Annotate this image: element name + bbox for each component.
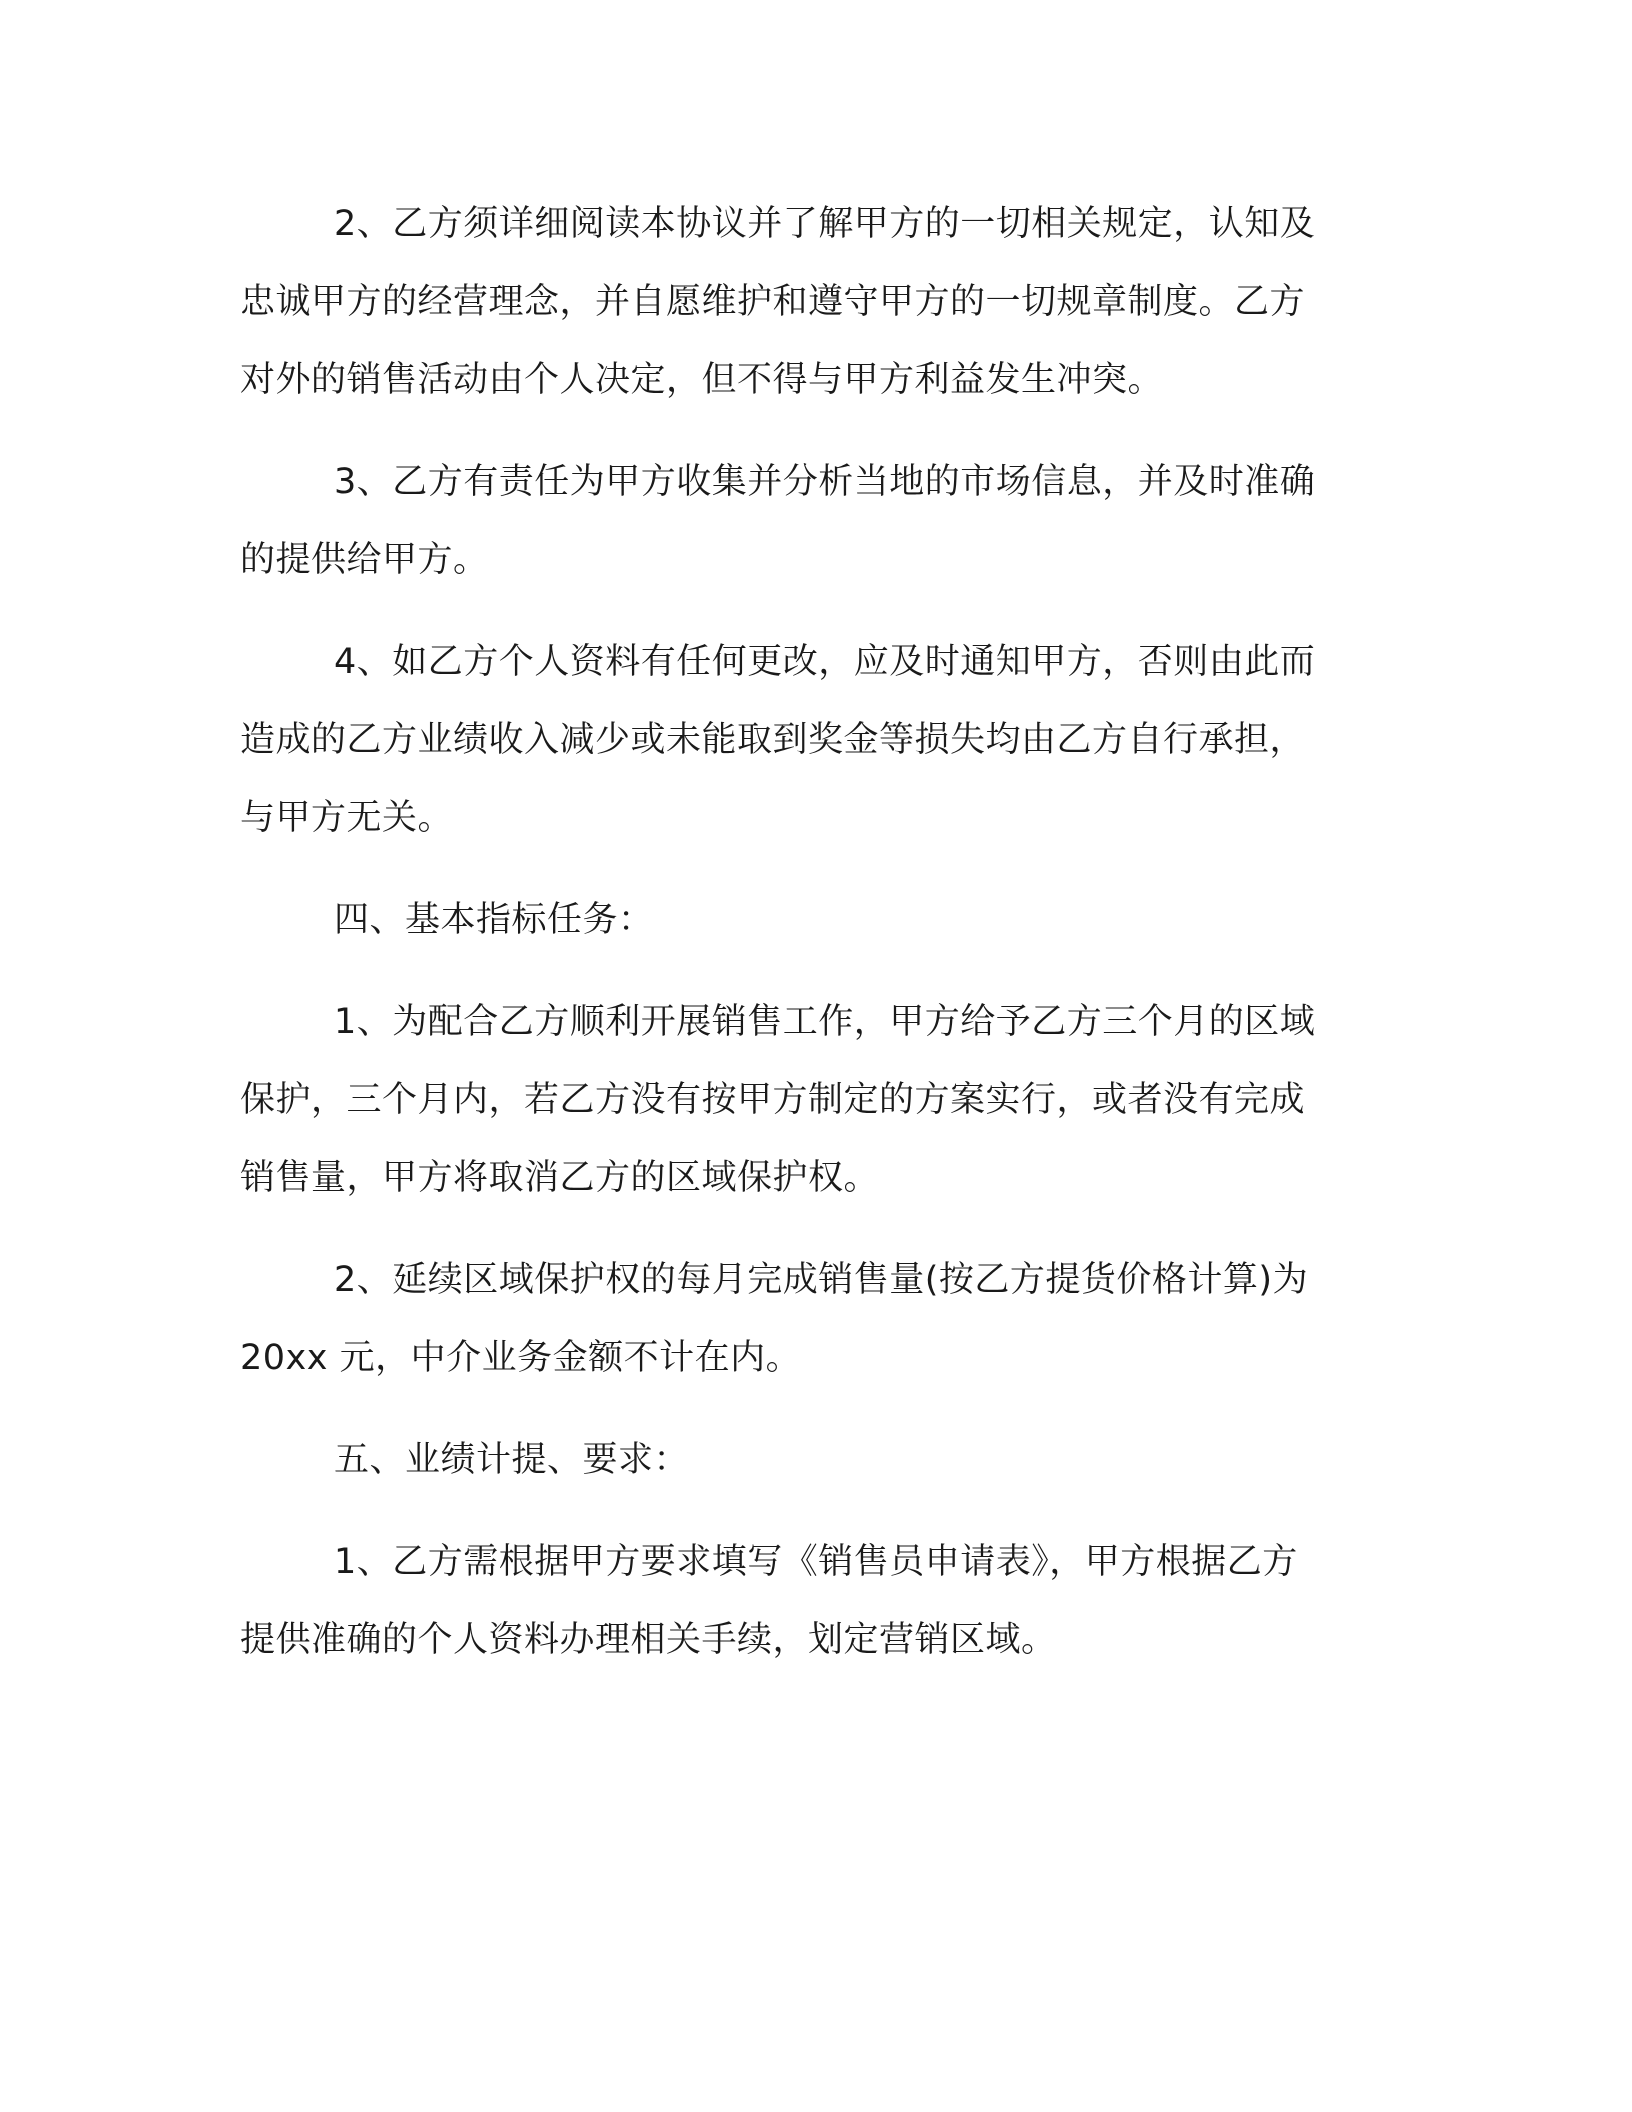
clause-2-paragraph <box>240 185 1360 419</box>
text-line: 忠诚甲方的经营理念，并自愿维护和遵守甲方的一切规章制度。乙方 <box>240 282 1306 322</box>
document-page <box>240 185 1360 1679</box>
paragraph-gap <box>240 1217 1360 1241</box>
text-line: 的提供给甲方。 <box>240 540 489 580</box>
text-line: 1、乙方需根据甲方要求填写《销售员申请表》，甲方根据乙方 <box>334 1542 1298 1582</box>
paragraph-gap <box>240 1499 1360 1523</box>
section-4-clause-2-paragraph <box>240 1241 1360 1397</box>
clause-3-paragraph <box>240 443 1360 599</box>
section-5-heading <box>240 1421 1360 1499</box>
text-line: 造成的乙方业绩收入减少或未能取到奖金等损失均由乙方自行承担， <box>240 720 1306 760</box>
section-4-clause-1-paragraph <box>240 983 1360 1217</box>
section-4-heading <box>240 881 1360 959</box>
section-5-clause-1-paragraph <box>240 1523 1360 1679</box>
text-line: 与甲方无关。 <box>240 798 454 838</box>
paragraph-gap <box>240 1397 1360 1421</box>
text-line: 2、乙方须详细阅读本协议并了解甲方的一切相关规定，认知及 <box>334 204 1316 244</box>
paragraph-gap <box>240 959 1360 983</box>
text-line: 2、延续区域保护权的每月完成销售量(按乙方提货价格计算)为 <box>334 1260 1309 1300</box>
paragraph-gap <box>240 419 1360 443</box>
text-line: 3、乙方有责任为甲方收集并分析当地的市场信息，并及时准确 <box>334 462 1316 502</box>
text-line: 对外的销售活动由个人决定，但不得与甲方利益发生冲突。 <box>240 360 1164 400</box>
text-line: 20xx 元，中介业务金额不计在内。 <box>240 1338 802 1378</box>
text-line: 保护，三个月内，若乙方没有按甲方制定的方案实行，或者没有完成 <box>240 1080 1306 1120</box>
text-line: 4、如乙方个人资料有任何更改，应及时通知甲方，否则由此而 <box>334 642 1316 682</box>
clause-4-paragraph <box>240 623 1360 857</box>
paragraph-gap <box>240 599 1360 623</box>
text-line: 提供准确的个人资料办理相关手续，划定营销区域。 <box>240 1620 1057 1660</box>
section-heading-text: 五、业绩计提、要求： <box>334 1440 690 1480</box>
section-heading-text: 四、基本指标任务： <box>334 900 654 940</box>
text-line: 销售量，甲方将取消乙方的区域保护权。 <box>240 1158 880 1198</box>
text-line: 1、为配合乙方顺利开展销售工作，甲方给予乙方三个月的区域 <box>334 1002 1316 1042</box>
paragraph-gap <box>240 857 1360 881</box>
